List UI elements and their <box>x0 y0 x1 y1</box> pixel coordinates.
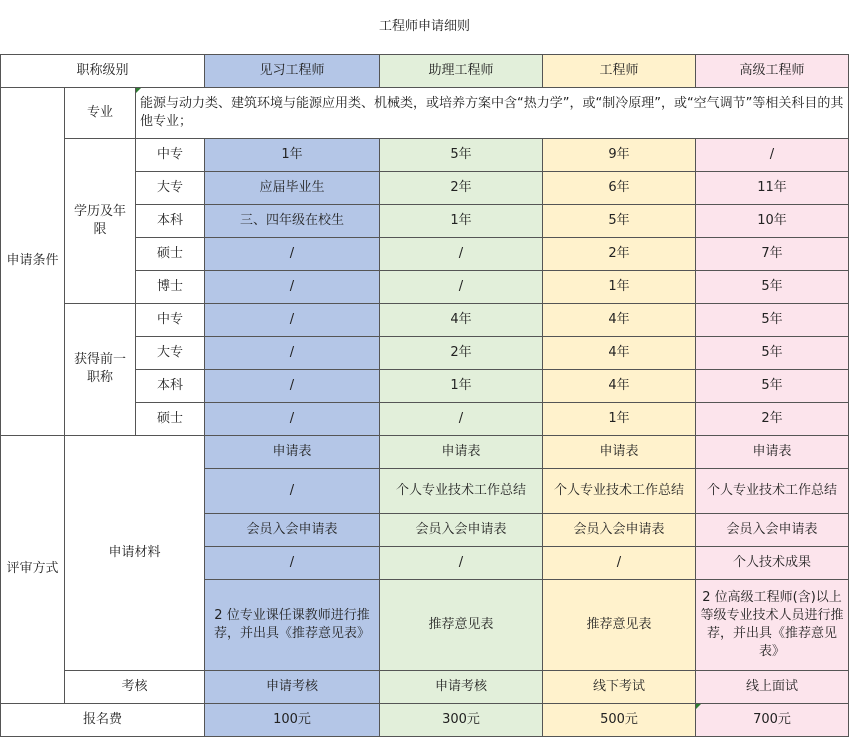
prev-value: / <box>205 336 380 369</box>
level-engineer: 工程师 <box>543 54 696 87</box>
material-value: 2 位高级工程师(含)以上等级专业技术人员进行推荐，并出具《推荐意见表》 <box>696 579 849 670</box>
material-value: 推荐意见表 <box>380 579 543 670</box>
prev-value: 4年 <box>543 369 696 402</box>
edu-value: 5年 <box>696 270 849 303</box>
degree-label: 本科 <box>136 204 205 237</box>
edu-value: / <box>205 270 380 303</box>
edu-value: 三、四年级在校生 <box>205 204 380 237</box>
degree-label: 大专 <box>136 171 205 204</box>
materials-label: 申请材料 <box>65 435 205 670</box>
material-value: 会员入会申请表 <box>380 513 543 546</box>
material-value: / <box>543 546 696 579</box>
prev-value: 4年 <box>543 336 696 369</box>
material-value: 2 位专业课任课教师进行推荐，并出具《推荐意见表》 <box>205 579 380 670</box>
prev-value: 5年 <box>696 336 849 369</box>
edu-value: 11年 <box>696 171 849 204</box>
prev-value: 2年 <box>380 336 543 369</box>
material-value: 个人专业技术工作总结 <box>543 468 696 513</box>
level-senior: 高级工程师 <box>696 54 849 87</box>
prev-value: 5年 <box>696 369 849 402</box>
edu-value: / <box>380 237 543 270</box>
material-value: 个人技术成果 <box>696 546 849 579</box>
prev-value: 2年 <box>696 402 849 435</box>
material-value: 个人专业技术工作总结 <box>696 468 849 513</box>
edu-value: 9年 <box>543 138 696 171</box>
material-value: 申请表 <box>205 435 380 468</box>
fee-value: 300元 <box>380 703 543 736</box>
cell-comment-marker <box>696 704 701 709</box>
material-value: / <box>380 546 543 579</box>
material-value: 会员入会申请表 <box>696 513 849 546</box>
edu-value: / <box>696 138 849 171</box>
degree-label: 硕士 <box>136 237 205 270</box>
fee-value: 500元 <box>543 703 696 736</box>
prev-value: / <box>205 303 380 336</box>
degree-label: 硕士 <box>136 402 205 435</box>
prev-value: 4年 <box>543 303 696 336</box>
degree-label: 本科 <box>136 369 205 402</box>
edu-value: 2年 <box>543 237 696 270</box>
material-value: / <box>205 546 380 579</box>
material-value: 申请表 <box>543 435 696 468</box>
conditions-label: 申请条件 <box>1 87 65 435</box>
major-description: 能源与动力类、建筑环境与能源应用类、机械类，或培养方案中含“热力学”，或“制冷原理”，或“空气调节”等相关科目的其他专业； <box>140 95 844 129</box>
degree-label: 中专 <box>136 303 205 336</box>
prev-value: 5年 <box>696 303 849 336</box>
exam-value: 申请考核 <box>205 670 380 703</box>
edu-value: 应届毕业生 <box>205 171 380 204</box>
fee-value: 700元 <box>753 711 791 727</box>
edu-value: 5年 <box>380 138 543 171</box>
material-value: 申请表 <box>696 435 849 468</box>
edu-value: 1年 <box>543 270 696 303</box>
exam-value: 线上面试 <box>696 670 849 703</box>
edu-value: 5年 <box>543 204 696 237</box>
cell-comment-marker <box>136 88 141 93</box>
page-title: 工程师申请细则 <box>1 0 849 54</box>
material-value: 推荐意见表 <box>543 579 696 670</box>
prev-value: / <box>205 369 380 402</box>
previous-title-label: 获得前一职称 <box>65 303 136 435</box>
fee-label: 报名费 <box>1 703 205 736</box>
exam-label: 考核 <box>65 670 205 703</box>
edu-value: 2年 <box>380 171 543 204</box>
material-value: 会员入会申请表 <box>543 513 696 546</box>
edu-value: / <box>205 237 380 270</box>
material-value: 个人专业技术工作总结 <box>380 468 543 513</box>
degree-label: 博士 <box>136 270 205 303</box>
major-text <box>136 87 849 138</box>
material-value: 会员入会申请表 <box>205 513 380 546</box>
level-assistant: 助理工程师 <box>380 54 543 87</box>
degree-label: 中专 <box>136 138 205 171</box>
edu-value: 1年 <box>205 138 380 171</box>
material-value: / <box>205 468 380 513</box>
edu-value: 10年 <box>696 204 849 237</box>
review-label: 评审方式 <box>1 435 65 703</box>
fee-value: 100元 <box>205 703 380 736</box>
material-value: 申请表 <box>380 435 543 468</box>
edu-value: 7年 <box>696 237 849 270</box>
education-label: 学历及年限 <box>65 138 136 303</box>
edu-value: 1年 <box>380 204 543 237</box>
category-label: 职称级别 <box>1 54 205 87</box>
major-label: 专业 <box>65 87 136 138</box>
exam-value: 申请考核 <box>380 670 543 703</box>
degree-label: 大专 <box>136 336 205 369</box>
edu-value: 6年 <box>543 171 696 204</box>
prev-value: / <box>205 402 380 435</box>
prev-value: / <box>380 402 543 435</box>
fee-value-cell <box>696 703 849 736</box>
exam-value: 线下考试 <box>543 670 696 703</box>
prev-value: 1年 <box>543 402 696 435</box>
level-trainee: 见习工程师 <box>205 54 380 87</box>
prev-value: 1年 <box>380 369 543 402</box>
prev-value: 4年 <box>380 303 543 336</box>
edu-value: / <box>380 270 543 303</box>
